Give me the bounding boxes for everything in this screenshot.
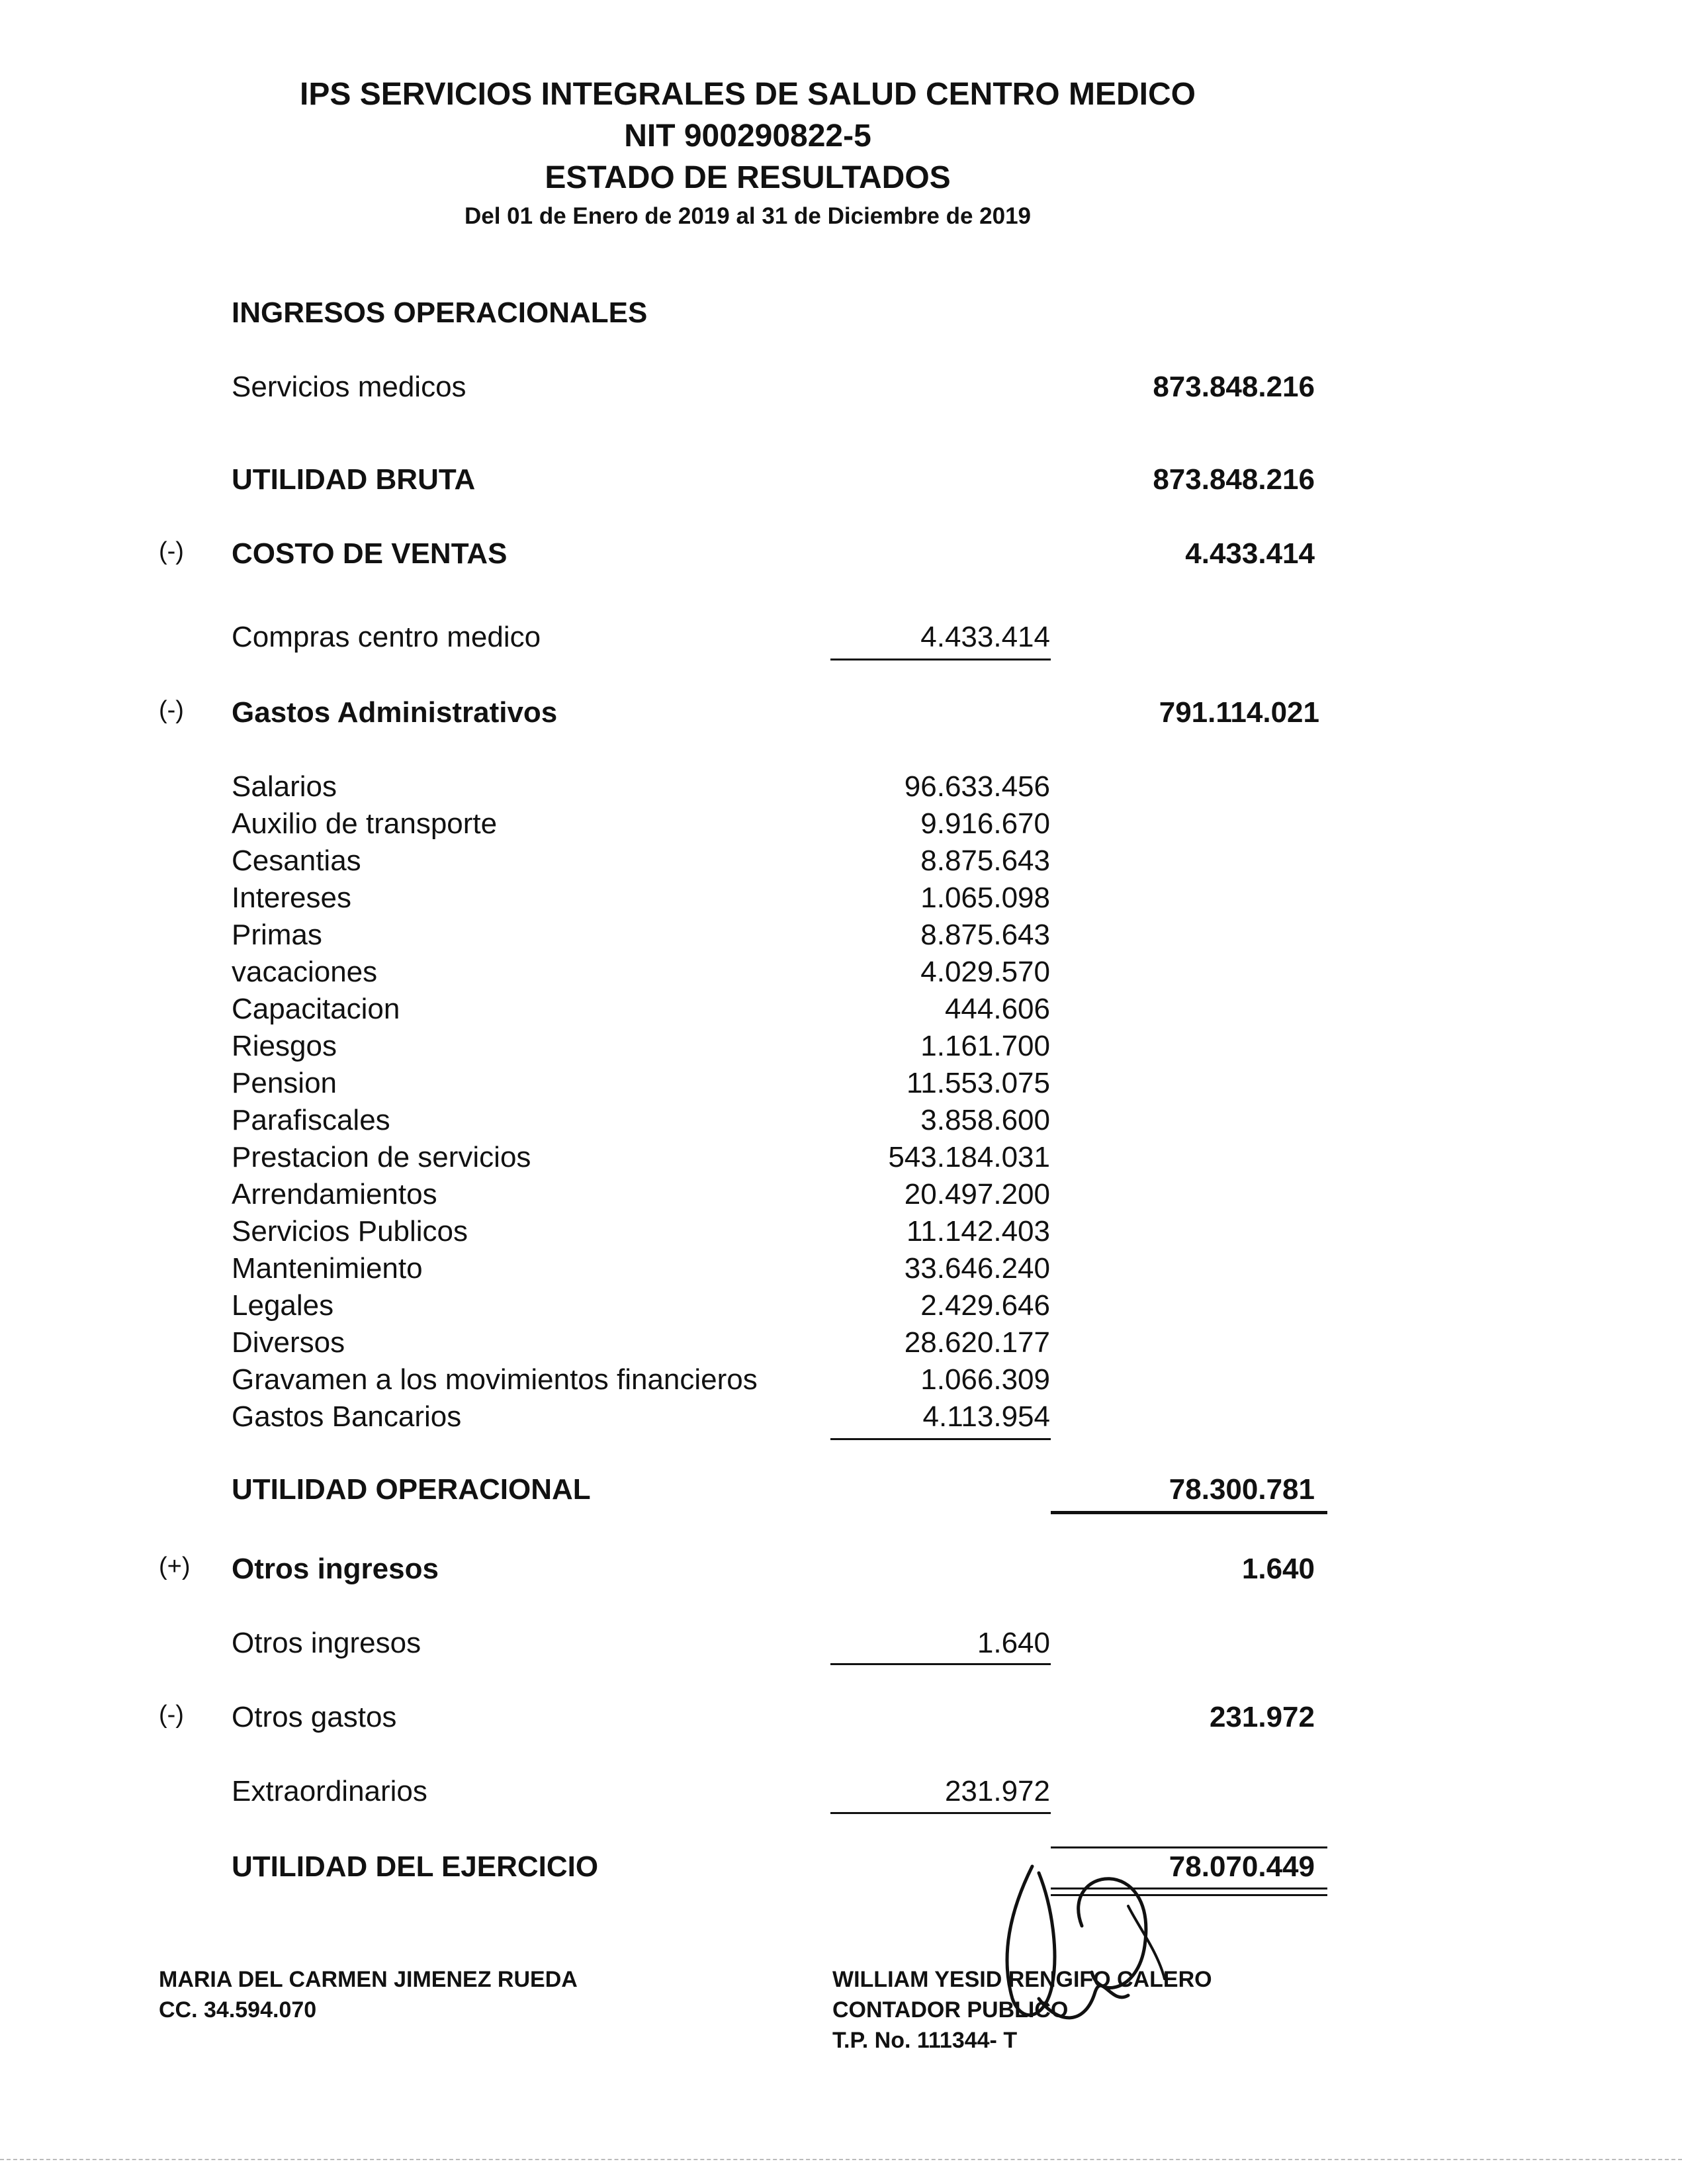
expense-label: vacaciones [232, 956, 378, 988]
row-otros-ingresos-detail [0, 1627, 1682, 1664]
expense-label: Salarios [232, 770, 337, 803]
expense-amount: 28.620.177 [904, 1326, 1050, 1359]
accountant-role: CONTADOR PUBLICO [832, 1997, 1069, 2023]
row-label: Otros ingresos [232, 1553, 439, 1585]
expense-amount: 2.429.646 [920, 1289, 1050, 1322]
company-name: IPS SERVICIOS INTEGRALES DE SALUD CENTRO MEDICO [300, 77, 1196, 112]
list-item [0, 1141, 1682, 1178]
row-extraordinarios [0, 1775, 1682, 1812]
expense-amount: 4.113.954 [922, 1400, 1050, 1433]
company-nit: NIT 900290822-5 [624, 118, 871, 154]
row-total-amount: 873.848.216 [1153, 463, 1315, 496]
expense-label: Pension [232, 1067, 337, 1099]
list-item [0, 770, 1682, 807]
subtotal-underline [830, 659, 1051, 660]
expense-label: Gastos Bancarios [232, 1400, 462, 1433]
row-total-amount: 791.114.021 [1159, 696, 1319, 729]
row-total-amount: 4.433.414 [1185, 537, 1315, 570]
expense-label: Parafiscales [232, 1104, 390, 1136]
statement-title: ESTADO DE RESULTADOS [545, 160, 951, 195]
legal-rep-id: CC. 34.594.070 [159, 1997, 317, 2023]
row-utilidad-del-ejercicio [0, 1850, 1682, 1888]
expense-label: Primas [232, 919, 322, 951]
list-item [0, 956, 1682, 993]
row-sign: (-) [159, 696, 184, 724]
expense-amount: 33.646.240 [904, 1252, 1050, 1285]
expense-amount: 8.875.643 [920, 844, 1050, 877]
expense-amount: 8.875.643 [920, 919, 1050, 951]
list-item [0, 844, 1682, 882]
row-label: Servicios medicos [232, 371, 466, 403]
row-total-amount: 873.848.216 [1153, 371, 1315, 403]
total-underline [1051, 1511, 1327, 1514]
list-item [0, 1215, 1682, 1252]
handwritten-signature [959, 1827, 1178, 2045]
row-utilidad-bruta [0, 463, 1682, 500]
row-detail-amount: 1.640 [977, 1627, 1050, 1659]
row-label: Gastos Administrativos [232, 696, 558, 729]
legal-rep-name: MARIA DEL CARMEN JIMENEZ RUEDA [159, 1967, 578, 1992]
row-sign: (-) [159, 1701, 184, 1729]
row-detail-amount: 4.433.414 [920, 621, 1050, 653]
row-utilidad-operacional [0, 1473, 1682, 1510]
row-label: Extraordinarios [232, 1775, 427, 1807]
row-sign: (-) [159, 537, 184, 565]
accountant-professional-card: T.P. No. 111344- T [832, 2028, 1018, 2053]
expense-label: Diversos [232, 1326, 345, 1359]
row-label: UTILIDAD OPERACIONAL [232, 1473, 591, 1506]
expense-amount: 1.161.700 [920, 1030, 1050, 1062]
list-item [0, 1400, 1682, 1437]
row-label: UTILIDAD DEL EJERCICIO [232, 1850, 599, 1883]
statement-period: Del 01 de Enero de 2019 al 31 de Diciembre de 2019 [464, 203, 1031, 229]
expense-amount: 9.916.670 [920, 807, 1050, 840]
subtotal-underline [830, 1812, 1051, 1814]
expense-label: Gravamen a los movimientos financieros [232, 1363, 758, 1396]
row-total-amount: 1.640 [1241, 1553, 1315, 1585]
row-servicios-medicos [0, 371, 1682, 408]
scan-edge-line [0, 2159, 1682, 2160]
row-otros-ingresos-header [0, 1553, 1682, 1590]
expense-amount: 3.858.600 [920, 1104, 1050, 1136]
row-detail-amount: 231.972 [944, 1775, 1050, 1807]
expense-amount: 543.184.031 [888, 1141, 1050, 1173]
expense-amount: 1.065.098 [920, 882, 1050, 914]
expense-label: Prestacion de servicios [232, 1141, 531, 1173]
row-costo-de-ventas [0, 537, 1682, 574]
list-item [0, 1030, 1682, 1067]
list-item [0, 919, 1682, 956]
row-label: COSTO DE VENTAS [232, 537, 508, 570]
expense-label: Legales [232, 1289, 334, 1322]
row-compras-centro-medico [0, 621, 1682, 658]
expense-amount: 20.497.200 [904, 1178, 1050, 1210]
row-total-amount: 78.070.449 [1169, 1850, 1315, 1883]
row-gastos-administrativos [0, 696, 1682, 733]
subtotal-underline [830, 1663, 1051, 1665]
expense-label: Riesgos [232, 1030, 337, 1062]
list-item [0, 1326, 1682, 1363]
row-otros-gastos-header [0, 1701, 1682, 1738]
row-label: Otros gastos [232, 1701, 397, 1733]
expense-label: Auxilio de transporte [232, 807, 498, 840]
expense-label: Mantenimiento [232, 1252, 423, 1285]
accountant-name: WILLIAM YESID RENGIFO CALERO [832, 1967, 1212, 1992]
expense-label: Cesantias [232, 844, 361, 877]
list-item [0, 993, 1682, 1030]
list-item [0, 807, 1682, 844]
list-item [0, 1289, 1682, 1326]
row-label: Otros ingresos [232, 1627, 421, 1659]
subtotal-underline [830, 1438, 1051, 1440]
expense-amount: 11.142.403 [907, 1215, 1050, 1248]
expense-amount: 11.553.075 [907, 1067, 1050, 1099]
expense-amount: 1.066.309 [920, 1363, 1050, 1396]
expense-amount: 96.633.456 [904, 770, 1050, 803]
list-item [0, 1363, 1682, 1400]
expense-label: Capacitacion [232, 993, 400, 1025]
list-item [0, 1067, 1682, 1104]
section-ingresos-operacionales [0, 296, 1682, 334]
list-item [0, 1252, 1682, 1289]
row-total-amount: 231.972 [1209, 1701, 1315, 1733]
expense-label: Arrendamientos [232, 1178, 437, 1210]
row-total-amount: 78.300.781 [1169, 1473, 1315, 1506]
expense-label: Intereses [232, 882, 351, 914]
expense-amount: 4.029.570 [920, 956, 1050, 988]
list-item [0, 1178, 1682, 1215]
expense-label: Servicios Publicos [232, 1215, 468, 1248]
list-item [0, 882, 1682, 919]
section-label: INGRESOS OPERACIONALES [232, 296, 648, 329]
row-label: Compras centro medico [232, 621, 541, 653]
list-item [0, 1104, 1682, 1141]
expense-amount: 444.606 [944, 993, 1050, 1025]
row-sign: (+) [159, 1553, 191, 1580]
row-label: UTILIDAD BRUTA [232, 463, 476, 496]
